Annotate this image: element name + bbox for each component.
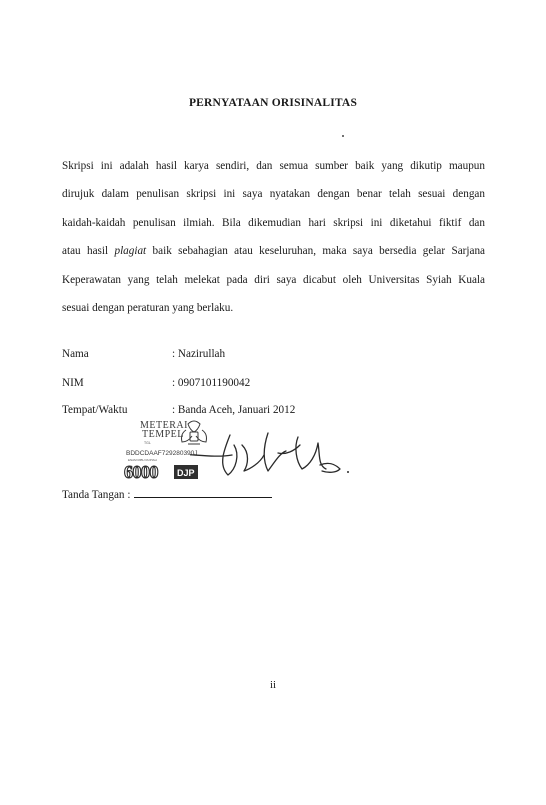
nim-label: NIM [62, 377, 84, 389]
paragraph-line-2: dirujuk dalam penulisan skripsi ini saya nyatakan dengan benar telah sesuai dengan [62, 188, 485, 201]
plagiat-italic: plagiat [114, 245, 147, 258]
signature-line [62, 488, 272, 501]
signature-blank [134, 488, 272, 498]
paragraph-line-6: sesuai dengan peraturan yang berlaku. [62, 302, 234, 315]
stamp-serial: BDDCDAAF729280390J [126, 450, 198, 457]
nama-label: Nama [62, 348, 89, 360]
paragraph-line-4-end: baik sebahagian atau keseluruhan, maka saya bersedia gelar Sarjana [152, 245, 486, 258]
stamp-small2: ENAM RIBU RUPIAH [128, 458, 157, 462]
document-title: PERNYATAAN ORISINALITAS [188, 97, 358, 109]
stamp-line2: TEMPEL [142, 429, 184, 440]
nama-value: : Nazirullah [172, 348, 226, 360]
paragraph-line-4 [62, 237, 485, 265]
stamp-line1: METERAI [140, 420, 188, 431]
stamp-small1: TGL [144, 441, 151, 445]
tanda-tangan-label: Tanda Tangan : [62, 489, 131, 501]
tempat-waktu-label: Tempat/Waktu [62, 404, 128, 416]
paragraph-line-1: Skripsi ini adalah hasil karya sendiri, dan semua sumber baik yang dikutip maupun [62, 160, 485, 172]
stray-mark [342, 135, 344, 137]
paragraph-line-3: kaidah-kaidah penulisan ilmiah. Bila dikemudian hari skripsi ini diketahui fiktif dan [62, 216, 485, 229]
statement-paragraph [62, 152, 485, 322]
page-number: ii [269, 679, 277, 691]
stamp-amount: 6000 [124, 462, 158, 482]
stamp-brand: DJP [177, 468, 195, 478]
paragraph-line-5: Keperawatan yang telah melekat pada diri saya dicabut oleh Universitas Syiah Kuala [62, 273, 485, 286]
tempat-waktu-value: : Banda Aceh, Januari 2012 [172, 404, 296, 416]
handwritten-signature [190, 425, 360, 485]
nim-value: : 0907101190042 [172, 377, 251, 389]
paragraph-line-4-start: atau hasil [62, 245, 109, 258]
